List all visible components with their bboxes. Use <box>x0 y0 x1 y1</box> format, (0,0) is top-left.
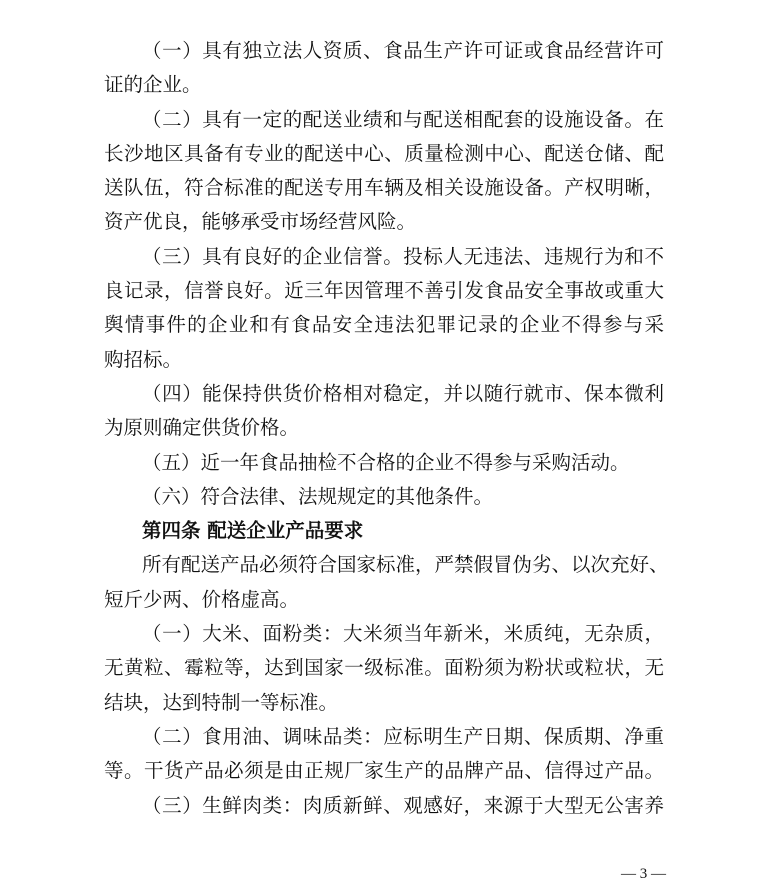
text-line: （五）近一年食品抽检不合格的企业不得参与采购活动。 <box>142 450 630 474</box>
paragraph-qualification-6 <box>104 480 664 514</box>
paragraph-product-2 <box>104 720 664 789</box>
paragraph-qualification-4 <box>104 377 664 446</box>
document-body <box>104 34 669 823</box>
text-line: 资产优良，能够承受市场经营风险。 <box>104 210 417 234</box>
paragraph-product-1 <box>104 617 664 720</box>
text-line: （二）具有一定的配送业绩和与配送相配套的设施设备。在 <box>142 107 664 131</box>
paragraph-qualification-5 <box>104 446 664 480</box>
text-line: 所有配送产品必须符合国家标准，严禁假冒伪劣、以次充好、 <box>142 553 669 577</box>
text-line: 短斤少两、价格虚高。 <box>104 587 300 611</box>
text-line: 舆情事件的企业和有食品安全违法犯罪记录的企业不得参与采 <box>104 313 664 337</box>
text-line: 送队伍，符合标准的配送专用车辆及相关设施设备。产权明晰， <box>104 176 664 200</box>
paragraph-qualification-3 <box>104 240 664 377</box>
paragraph-product-intro <box>104 548 669 617</box>
text-line: 证的企业。 <box>104 73 202 97</box>
text-line: 良记录，信誉良好。近三年因管理不善引发食品安全事故或重大 <box>104 279 664 303</box>
section-heading: 第四条 配送企业产品要求 <box>142 519 364 543</box>
text-line: （二）食用油、调味品类：应标明生产日期、保质期、净重 <box>142 724 664 748</box>
text-line: （三）生鲜肉类：肉质新鲜、观感好，来源于大型无公害养 <box>142 793 664 817</box>
text-line: 等。干货产品必须是由正规厂家生产的品牌产品、信得过产品。 <box>104 759 664 783</box>
text-line: 为原则确定供货价格。 <box>104 416 300 440</box>
paragraph-product-3 <box>104 789 664 823</box>
text-line: （三）具有良好的企业信誉。投标人无违法、违规行为和不 <box>142 244 664 268</box>
text-line: （四）能保持供货价格相对稳定，并以随行就市、保本微利 <box>142 381 664 405</box>
text-line: （一）具有独立法人资质、食品生产许可证或食品经营许可 <box>142 39 664 62</box>
text-line: 长沙地区具备有专业的配送中心、质量检测中心、配送仓储、配 <box>104 141 664 165</box>
page-number: — 3 — <box>621 866 666 882</box>
paragraph-qualification-1 <box>104 34 664 103</box>
text-line: 无黄粒、霉粒等，达到国家一级标准。面粉须为粉状或粒状，无 <box>104 656 664 680</box>
text-line: （六）符合法律、法规规定的其他条件。 <box>142 484 494 508</box>
text-line: （一）大米、面粉类：大米须当年新米，米质纯，无杂质， <box>142 622 664 646</box>
text-line: 购招标。 <box>104 347 183 371</box>
paragraph-qualification-2 <box>104 103 664 240</box>
text-line: 结块，达到特制一等标准。 <box>104 690 339 714</box>
